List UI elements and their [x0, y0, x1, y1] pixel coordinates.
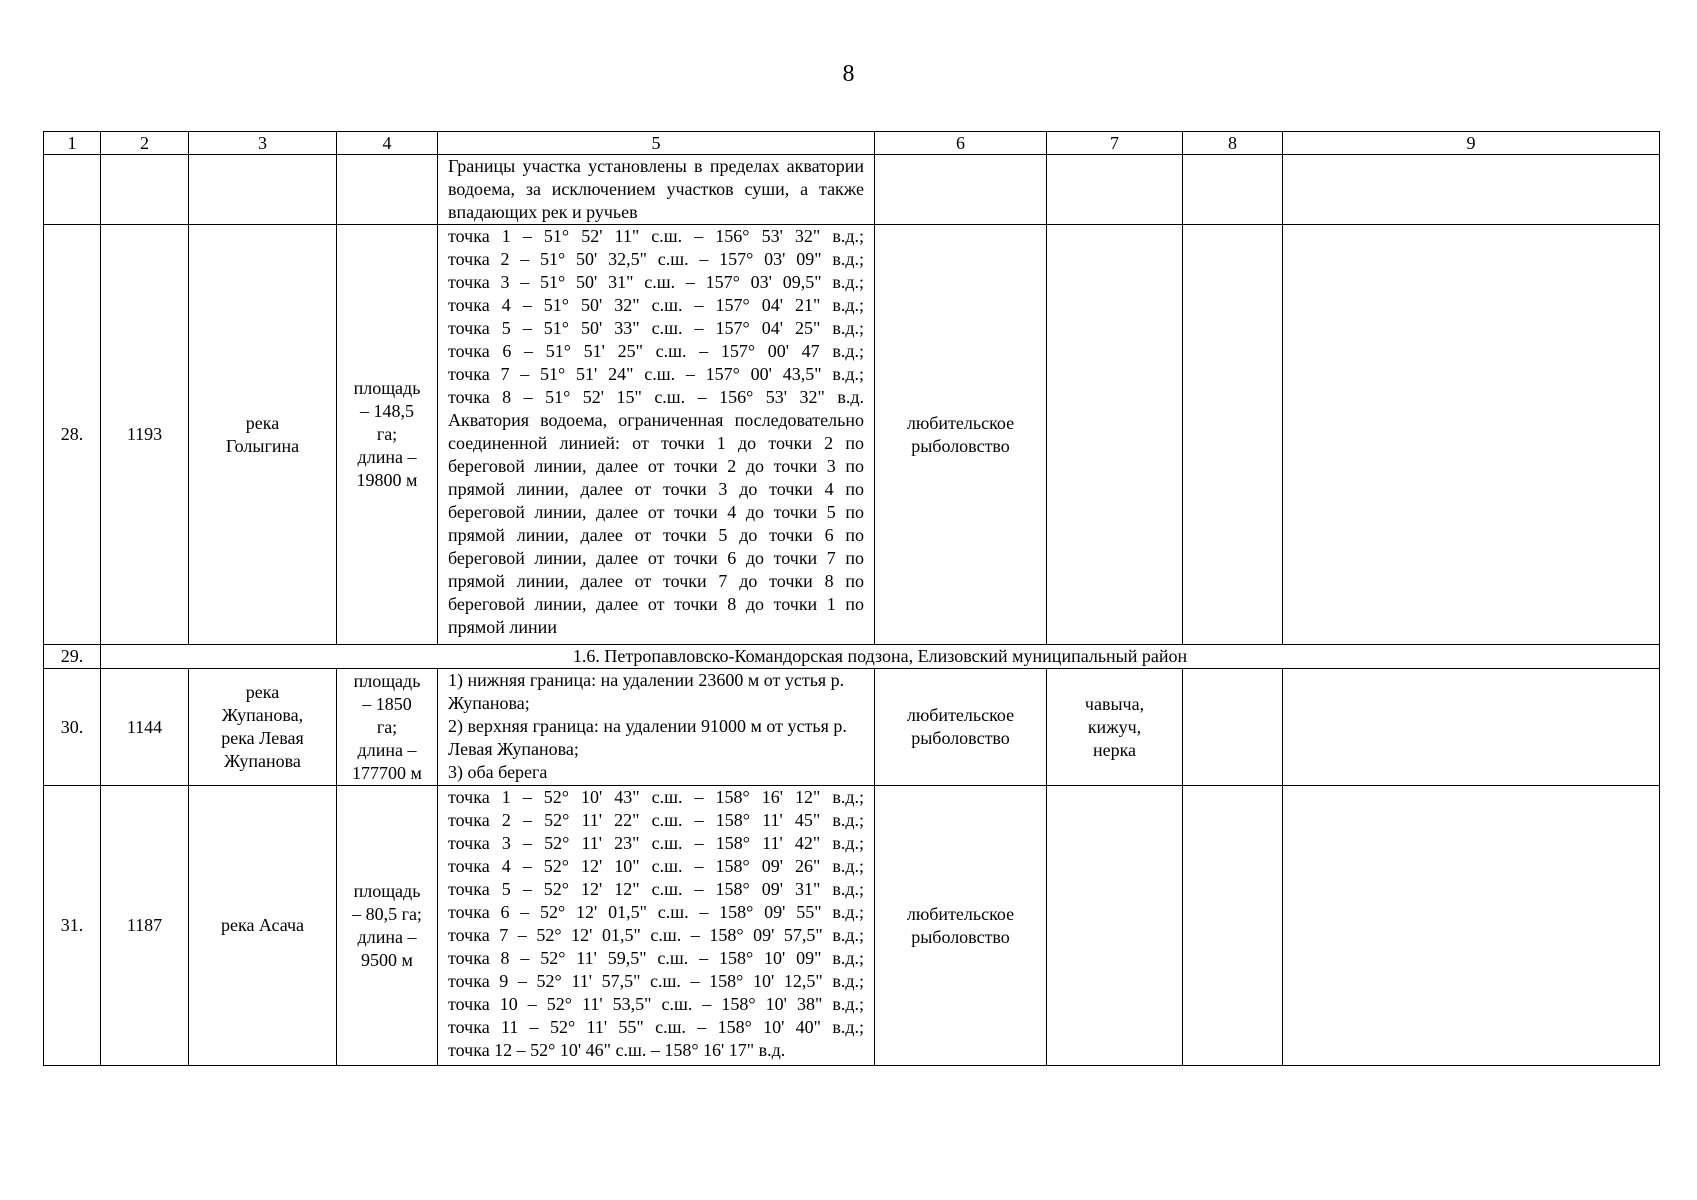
cell-use: любительское рыболовство: [875, 669, 1047, 786]
cell-species: [1047, 155, 1183, 225]
point-line: точка 3 – 52° 11' 23" с.ш. – 158° 11' 42" в.д.;: [448, 833, 864, 853]
bound-line: 2) верхняя граница: на удалении 91000 м от устья р. Левая Жупанова;: [448, 716, 847, 759]
cell-boundary-text: [438, 225, 875, 645]
table-row-30: [44, 669, 1660, 786]
header-col-3: 3: [189, 132, 337, 155]
table-row-31: [44, 786, 1660, 1066]
cell-use: [875, 155, 1047, 225]
cell-code: 1144: [101, 669, 189, 786]
cell-name: [189, 155, 337, 225]
point-line: точка 2 – 52° 11' 22" с.ш. – 158° 11' 45" в.д.;: [448, 810, 864, 830]
cell-col8: [1183, 669, 1283, 786]
point-line: точка 11 – 52° 11' 55" с.ш. – 158° 10' 40" в.д.;: [448, 1017, 864, 1037]
header-col-1: 1: [44, 132, 101, 155]
points-list: [448, 225, 864, 409]
cell-species: [1047, 786, 1183, 1066]
fishing-areas-table: [43, 131, 1660, 1066]
cell-col9: [1283, 669, 1660, 786]
cell-size: площадь – 80,5 га; длина – 9500 м: [337, 786, 438, 1066]
table-row-29: [44, 645, 1660, 669]
table-row-28: [44, 225, 1660, 645]
cell-boundary-text: [438, 669, 875, 786]
header-col-8: 8: [1183, 132, 1283, 155]
cell-code: 1187: [101, 786, 189, 1066]
cell-boundary-text: [438, 786, 875, 1066]
header-col-4: 4: [337, 132, 438, 155]
cell-col8: [1183, 786, 1283, 1066]
point-line: точка 2 – 51° 50' 32,5" с.ш. – 157° 03' 09" в.д.;: [448, 249, 864, 269]
point-line: точка 10 – 52° 11' 53,5" с.ш. – 158° 10' 38" в.д.;: [448, 994, 864, 1014]
bound-line: 1) нижняя граница: на удалении 23600 м от устья р. Жупанова;: [448, 670, 845, 713]
cell-code: 1193: [101, 225, 189, 645]
cell-name: река Голыгина: [189, 225, 337, 645]
cell-size: площадь – 1850 га; длина – 177700 м: [337, 669, 438, 786]
header-row: [44, 132, 1660, 155]
cell-size: площадь – 148,5 га; длина – 19800 м: [337, 225, 438, 645]
cell-num: 30.: [44, 669, 101, 786]
header-col-2: 2: [101, 132, 189, 155]
cell-use: любительское рыболовство: [875, 786, 1047, 1066]
cell-num: 28.: [44, 225, 101, 645]
header-col-5: 5: [438, 132, 875, 155]
cell-col8: [1183, 225, 1283, 645]
cell-code: [101, 155, 189, 225]
point-line: точка 4 – 52° 12' 10" с.ш. – 158° 09' 26" в.д.;: [448, 856, 864, 876]
page-number: 8: [842, 61, 855, 87]
header-col-6: 6: [875, 132, 1047, 155]
cell-species: [1047, 225, 1183, 645]
header-col-9: 9: [1283, 132, 1660, 155]
point-line: точка 7 – 51° 51' 24" с.ш. – 157° 00' 43,5" в.д.;: [448, 364, 864, 384]
cell-col9: [1283, 155, 1660, 225]
boundary-description: Акватория водоема, ограниченная последовательно соединенной линией: от точки 1 до точки 2 по береговой линии, далее от точки 2 до точки 3 по прямой линии, далее от точки 3 до точки 4 по береговой линии, далее от точки 4 до точки 5 по прямой линии, далее от точки 5 до точки 6 по береговой линии, далее от точки 6 до точки 7 по прямой линии, далее от точки 7 до точки 8 по береговой линии, далее от точки 8 до точки 1 по прямой линии: [448, 410, 864, 637]
point-line: точка 1 – 52° 10' 43" с.ш. – 158° 16' 12" в.д.;: [448, 787, 864, 807]
cell-size: [337, 155, 438, 225]
table-row-continuation: [44, 155, 1660, 225]
bound-line: 3) оба берега: [448, 762, 548, 782]
point-line: точка 4 – 51° 50' 32" с.ш. – 157° 04' 21" в.д.;: [448, 295, 864, 315]
point-line: точка 8 – 52° 11' 59,5" с.ш. – 158° 10' 09" в.д.;: [448, 948, 864, 968]
point-line: точка 12 – 52° 10' 46" с.ш. – 158° 16' 17" в.д.: [448, 1040, 786, 1060]
point-line: точка 5 – 52° 12' 12" с.ш. – 158° 09' 31" в.д.;: [448, 879, 864, 899]
cell-name: река Асача: [189, 786, 337, 1066]
point-line: точка 5 – 51° 50' 33" с.ш. – 157° 04' 25" в.д.;: [448, 318, 864, 338]
cell-num: 29.: [44, 645, 101, 669]
cell-num: 31.: [44, 786, 101, 1066]
cell-col8: [1183, 155, 1283, 225]
point-line: точка 7 – 52° 12' 01,5" с.ш. – 158° 09' 57,5" в.д.;: [448, 925, 864, 945]
header-col-7: 7: [1047, 132, 1183, 155]
cell-use: любительское рыболовство: [875, 225, 1047, 645]
cell-col9: [1283, 225, 1660, 645]
cell-col9: [1283, 786, 1660, 1066]
section-heading: 1.6. Петропавловско-Командорская подзона, Елизовский муниципальный район: [101, 645, 1660, 669]
cell-name: река Жупанова, река Левая Жупанова: [189, 669, 337, 786]
point-line: точка 3 – 51° 50' 31" с.ш. – 157° 03' 09,5" в.д.;: [448, 272, 864, 292]
cell-boundary-text: Границы участка установлены в пределах акватории водоема, за исключением участков суши, а также впадающих рек и ручьев: [438, 155, 875, 225]
point-line: точка 1 – 51° 52' 11" с.ш. – 156° 53' 32" в.д.;: [448, 226, 864, 246]
point-line: точка 9 – 52° 11' 57,5" с.ш. – 158° 10' 12,5" в.д.;: [448, 971, 864, 991]
cell-num: [44, 155, 101, 225]
point-line: точка 6 – 52° 12' 01,5" с.ш. – 158° 09' 55" в.д.;: [448, 902, 864, 922]
point-line: точка 6 – 51° 51' 25" с.ш. – 157° 00' 47 в.д.;: [448, 341, 864, 361]
point-line: точка 8 – 51° 52' 15" с.ш. – 156° 53' 32" в.д.: [448, 387, 864, 407]
cell-species: чавыча, кижуч, нерка: [1047, 669, 1183, 786]
